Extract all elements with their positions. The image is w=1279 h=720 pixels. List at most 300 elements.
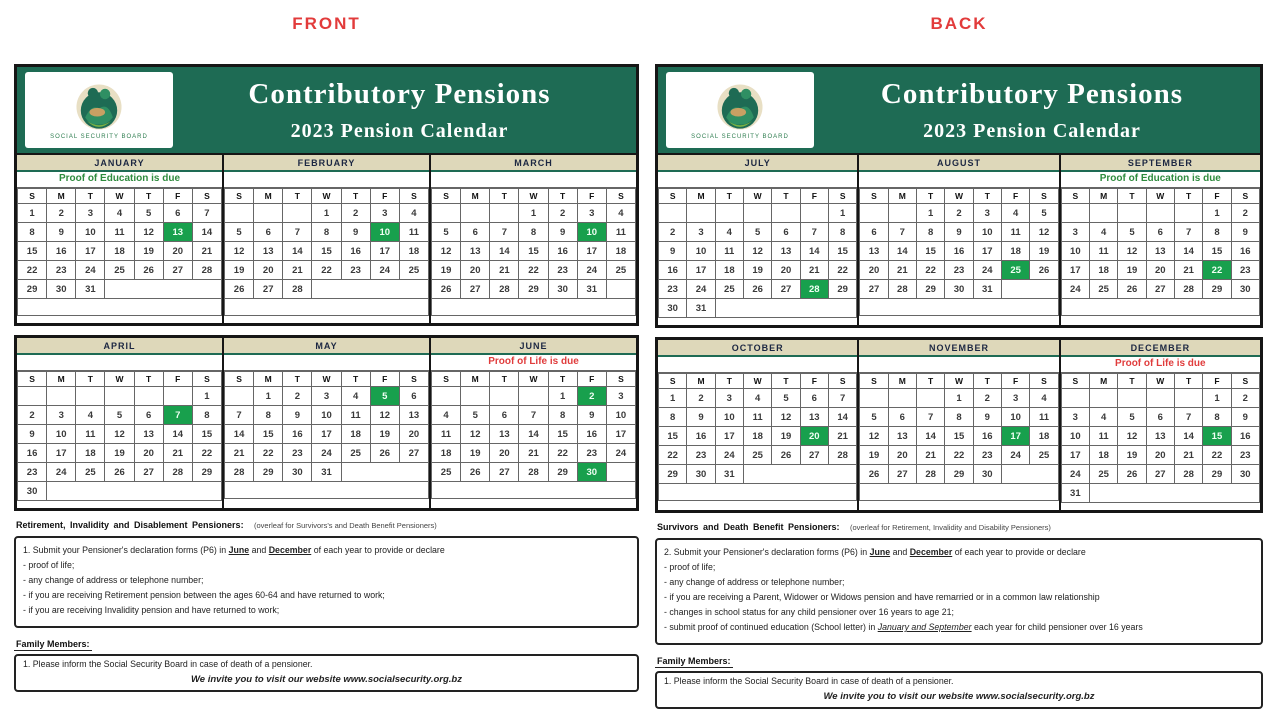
day-cell: 19 (1118, 446, 1146, 465)
day-cell: 3 (370, 204, 399, 223)
day-cell: 27 (163, 261, 192, 280)
day-cell: 22 (519, 261, 548, 280)
dow-header: M (888, 189, 916, 204)
empty-cell (800, 204, 828, 223)
day-cell: 4 (1030, 389, 1058, 408)
day-cell: 8 (192, 406, 221, 425)
day-cell: 18 (1089, 446, 1117, 465)
empty-cell (687, 204, 715, 223)
day-cell: 20 (1146, 261, 1174, 280)
calendar-title: Contributory Pensions (248, 77, 551, 110)
month-title: JUNE (431, 338, 636, 355)
day-cell: 9 (973, 408, 1001, 427)
day-cell: 29 (254, 463, 283, 482)
day-cell: 8 (548, 406, 577, 425)
dow-header: W (312, 372, 341, 387)
day-cell: 7 (1174, 408, 1202, 427)
day-cell: 11 (105, 223, 134, 242)
day-cell: 9 (945, 223, 973, 242)
day-cell: 28 (828, 446, 856, 465)
payment-day-cell: 7 (163, 406, 192, 425)
day-cell: 1 (828, 204, 856, 223)
day-cell: 5 (1118, 223, 1146, 242)
day-cell: 12 (1118, 242, 1146, 261)
day-cell: 24 (312, 444, 341, 463)
day-cell: 11 (715, 242, 743, 261)
day-cell: 28 (163, 463, 192, 482)
dow-header: W (519, 189, 548, 204)
day-cell: 12 (432, 242, 461, 261)
dow-header: S (606, 189, 635, 204)
day-cell: 13 (399, 406, 428, 425)
day-cell: 3 (1061, 223, 1089, 242)
day-cell: 20 (134, 444, 163, 463)
day-cell: 5 (225, 223, 254, 242)
empty-cell (163, 387, 192, 406)
day-cell: 11 (1089, 427, 1117, 446)
day-cell: 22 (945, 446, 973, 465)
day-cell: 24 (577, 261, 606, 280)
empty-cell (490, 387, 519, 406)
day-cell: 22 (254, 444, 283, 463)
day-cell: 25 (1089, 465, 1117, 484)
empty-cell (225, 299, 429, 316)
day-cell: 11 (341, 406, 370, 425)
day-cell: 7 (192, 204, 221, 223)
dow-header: M (461, 372, 490, 387)
day-cell: 13 (254, 242, 283, 261)
month-calendar (1061, 340, 1260, 510)
banner-titles (814, 78, 1250, 143)
empty-cell (341, 463, 428, 482)
month-title: OCTOBER (658, 340, 857, 357)
day-cell: 9 (548, 223, 577, 242)
day-cell: 9 (659, 242, 687, 261)
empty-cell (105, 387, 134, 406)
day-cell: 15 (828, 242, 856, 261)
dow-header: S (1061, 374, 1089, 389)
day-cell: 5 (134, 204, 163, 223)
day-cell: 3 (47, 406, 76, 425)
day-cell: 27 (399, 444, 428, 463)
day-cell: 29 (192, 463, 221, 482)
empty-cell (432, 482, 636, 499)
day-cell: 23 (18, 463, 47, 482)
day-cell: 21 (800, 261, 828, 280)
dow-header: S (1030, 189, 1058, 204)
day-cell: 22 (548, 444, 577, 463)
family-members-box (14, 654, 639, 692)
day-cell: 21 (888, 261, 916, 280)
day-cell: 14 (800, 242, 828, 261)
day-cell: 7 (828, 389, 856, 408)
day-cell: 26 (1030, 261, 1058, 280)
day-cell: 4 (341, 387, 370, 406)
month-grid (859, 188, 1058, 316)
day-cell: 19 (461, 444, 490, 463)
note-line: - if you are receiving a Parent, Widower or Widows pension and have remarried or in a common law relationship (664, 592, 1100, 602)
notes-heading-small: (overleaf for Survivors's and Death Benefit Pensioners) (254, 521, 437, 530)
day-cell: 4 (76, 406, 105, 425)
day-cell: 27 (800, 446, 828, 465)
day-cell: 10 (1061, 242, 1089, 261)
dow-header: T (490, 189, 519, 204)
dow-header: T (772, 189, 800, 204)
month-title: MAY (224, 338, 429, 355)
empty-cell (659, 484, 857, 501)
day-cell: 21 (1174, 261, 1202, 280)
day-cell: 6 (800, 389, 828, 408)
day-cell: 1 (312, 204, 341, 223)
day-cell: 16 (577, 425, 606, 444)
day-cell: 10 (606, 406, 635, 425)
dow-header: F (1203, 189, 1231, 204)
dow-header: S (659, 189, 687, 204)
month-title: NOVEMBER (859, 340, 1058, 357)
day-cell: 19 (105, 444, 134, 463)
day-cell: 26 (105, 463, 134, 482)
empty-cell (1001, 280, 1058, 299)
day-cell: 23 (341, 261, 370, 280)
day-cell: 24 (973, 261, 1001, 280)
day-cell: 21 (916, 446, 944, 465)
dow-header: M (254, 189, 283, 204)
day-cell: 20 (860, 261, 888, 280)
day-cell: 28 (1174, 465, 1202, 484)
day-cell: 14 (163, 425, 192, 444)
day-cell: 2 (687, 389, 715, 408)
day-cell: 5 (1118, 408, 1146, 427)
back-months-bottom-block (655, 337, 1263, 513)
dow-header: T (1118, 374, 1146, 389)
day-cell: 16 (945, 242, 973, 261)
day-cell: 12 (1030, 223, 1058, 242)
day-cell: 4 (606, 204, 635, 223)
month-title: AUGUST (859, 155, 1058, 172)
day-cell: 8 (18, 223, 47, 242)
day-cell: 20 (772, 261, 800, 280)
day-cell: 11 (1001, 223, 1029, 242)
month-calendar (17, 155, 224, 323)
day-cell: 21 (192, 242, 221, 261)
dow-header: T (283, 372, 312, 387)
day-cell: 30 (283, 463, 312, 482)
dow-header: S (192, 189, 221, 204)
day-cell: 8 (828, 223, 856, 242)
day-cell: 4 (1001, 204, 1029, 223)
day-cell: 31 (687, 299, 715, 318)
day-cell: 29 (945, 465, 973, 484)
day-cell: 11 (1030, 408, 1058, 427)
dow-header: S (860, 189, 888, 204)
day-cell: 18 (1001, 242, 1029, 261)
day-cell: 5 (743, 223, 771, 242)
empty-cell (225, 387, 254, 406)
dow-header: T (548, 372, 577, 387)
dow-header: S (659, 374, 687, 389)
day-cell: 7 (1174, 223, 1202, 242)
day-cell: 9 (687, 408, 715, 427)
day-cell: 29 (1203, 465, 1231, 484)
empty-cell (18, 387, 47, 406)
day-cell: 4 (105, 204, 134, 223)
day-cell: 21 (283, 261, 312, 280)
day-cell: 16 (1231, 427, 1259, 446)
day-cell: 26 (461, 463, 490, 482)
day-cell: 2 (548, 204, 577, 223)
empty-cell (715, 204, 743, 223)
day-cell: 15 (945, 427, 973, 446)
day-cell: 18 (715, 261, 743, 280)
day-cell: 1 (659, 389, 687, 408)
day-cell: 18 (606, 242, 635, 261)
month-calendar (658, 155, 859, 325)
notes-heading-bold: Survivors and Death Benefit Pensioners: (657, 522, 840, 532)
day-cell: 3 (715, 389, 743, 408)
day-cell: 15 (916, 242, 944, 261)
day-cell: 19 (743, 261, 771, 280)
empty-cell (1061, 299, 1259, 316)
dow-header: M (254, 372, 283, 387)
dow-header: M (47, 189, 76, 204)
month-calendar (17, 338, 224, 508)
day-cell: 20 (490, 444, 519, 463)
day-cell: 18 (743, 427, 771, 446)
dow-header: M (1089, 374, 1117, 389)
day-cell: 25 (399, 261, 428, 280)
day-cell: 17 (973, 242, 1001, 261)
note-line: - any change of address or telephone number; (23, 575, 204, 585)
day-cell: 23 (283, 444, 312, 463)
dow-header: S (1231, 374, 1259, 389)
dow-header: T (772, 374, 800, 389)
day-cell: 13 (1146, 427, 1174, 446)
empty-cell (1118, 389, 1146, 408)
day-cell: 29 (916, 280, 944, 299)
dow-header: F (163, 189, 192, 204)
day-cell: 20 (399, 425, 428, 444)
dow-header: S (860, 374, 888, 389)
day-cell: 27 (888, 465, 916, 484)
day-cell: 26 (772, 446, 800, 465)
dow-header: T (134, 372, 163, 387)
dow-header: W (105, 189, 134, 204)
day-cell: 16 (687, 427, 715, 446)
note-line: 2. Submit your Pensioner's declaration forms (P6) in June and December of each year to provide or declare (664, 547, 1086, 557)
day-cell: 28 (519, 463, 548, 482)
day-cell: 18 (432, 444, 461, 463)
day-cell: 18 (1089, 261, 1117, 280)
dow-header: T (76, 189, 105, 204)
day-cell: 26 (743, 280, 771, 299)
payment-day-cell: 22 (1203, 261, 1231, 280)
day-cell: 18 (399, 242, 428, 261)
day-cell: 12 (772, 408, 800, 427)
empty-cell (1061, 389, 1089, 408)
day-cell: 15 (192, 425, 221, 444)
month-title: SEPTEMBER (1061, 155, 1260, 172)
day-cell: 10 (715, 408, 743, 427)
note-line: - proof of life; (664, 562, 716, 572)
day-cell: 27 (772, 280, 800, 299)
day-cell: 16 (659, 261, 687, 280)
day-cell: 13 (772, 242, 800, 261)
month-calendar (431, 338, 636, 508)
day-cell: 18 (76, 444, 105, 463)
day-cell: 17 (312, 425, 341, 444)
month-notice (658, 172, 857, 188)
empty-cell (432, 204, 461, 223)
logo-caption: SOCIAL SECURITY BOARD (50, 133, 148, 140)
empty-cell (432, 299, 636, 316)
month-notice (224, 355, 429, 371)
month-title: MARCH (431, 155, 636, 172)
payment-day-cell: 30 (577, 463, 606, 482)
day-cell: 1 (945, 389, 973, 408)
dow-header: T (1174, 189, 1202, 204)
day-cell: 25 (432, 463, 461, 482)
dow-header: S (432, 189, 461, 204)
dow-header: F (370, 189, 399, 204)
day-cell: 11 (76, 425, 105, 444)
day-cell: 31 (577, 280, 606, 299)
social-security-board-logo (25, 72, 173, 148)
month-calendar (859, 340, 1060, 510)
empty-cell (743, 204, 771, 223)
payment-day-cell: 2 (577, 387, 606, 406)
dow-header: T (973, 189, 1001, 204)
empty-cell (916, 389, 944, 408)
website-line: We invite you to visit our website www.socialsecurity.org.bz (191, 674, 462, 685)
dow-header: T (715, 189, 743, 204)
day-cell: 27 (134, 463, 163, 482)
empty-cell (134, 387, 163, 406)
empty-cell (772, 204, 800, 223)
month-calendar (224, 338, 431, 508)
day-cell: 11 (1089, 242, 1117, 261)
empty-cell (490, 204, 519, 223)
day-cell: 20 (254, 261, 283, 280)
day-cell: 24 (715, 446, 743, 465)
empty-cell (254, 204, 283, 223)
day-cell: 17 (687, 261, 715, 280)
notes-heading (14, 513, 639, 534)
day-cell: 7 (519, 406, 548, 425)
month-grid (658, 188, 857, 318)
day-cell: 24 (76, 261, 105, 280)
day-cell: 4 (399, 204, 428, 223)
day-cell: 22 (659, 446, 687, 465)
day-cell: 31 (715, 465, 743, 484)
day-cell: 24 (1001, 446, 1029, 465)
payment-day-cell: 25 (1001, 261, 1029, 280)
day-cell: 22 (312, 261, 341, 280)
note-line: - submit proof of continued education (School letter) in January and September each year for child pensioner over 16 years (664, 622, 1143, 632)
day-cell: 21 (519, 444, 548, 463)
empty-cell (1174, 389, 1202, 408)
day-cell: 19 (370, 425, 399, 444)
day-cell: 26 (1118, 465, 1146, 484)
day-cell: 28 (888, 280, 916, 299)
dow-header: T (490, 372, 519, 387)
day-cell: 15 (519, 242, 548, 261)
dow-header: T (1118, 189, 1146, 204)
day-cell: 25 (1030, 446, 1058, 465)
day-cell: 10 (973, 223, 1001, 242)
month-grid (17, 371, 222, 501)
empty-cell (888, 389, 916, 408)
day-cell: 22 (18, 261, 47, 280)
empty-cell (18, 299, 222, 316)
month-notice (17, 355, 222, 371)
day-cell: 31 (973, 280, 1001, 299)
day-cell: 22 (828, 261, 856, 280)
note-line: - changes in school status for any child pensioner over 16 years to age 21; (664, 607, 954, 617)
notes-heading-bold: Retirement, Invalidity and Disablement Pensioners: (16, 520, 244, 530)
front-months-bottom-block (14, 335, 639, 511)
day-cell: 17 (577, 242, 606, 261)
day-cell: 19 (1030, 242, 1058, 261)
empty-cell (1089, 204, 1117, 223)
day-cell: 16 (973, 427, 1001, 446)
dow-header: T (1174, 374, 1202, 389)
dow-header: S (432, 372, 461, 387)
day-cell: 10 (76, 223, 105, 242)
dow-header: S (18, 372, 47, 387)
month-notice: Proof of Life is due (1061, 357, 1260, 373)
day-cell: 13 (888, 427, 916, 446)
day-cell: 26 (370, 444, 399, 463)
day-cell: 25 (76, 463, 105, 482)
dow-header: F (577, 189, 606, 204)
day-cell: 9 (1231, 223, 1259, 242)
day-cell: 23 (548, 261, 577, 280)
payment-day-cell: 10 (577, 223, 606, 242)
dow-header: T (283, 189, 312, 204)
empty-cell (519, 387, 548, 406)
day-cell: 6 (1146, 408, 1174, 427)
day-cell: 14 (1174, 242, 1202, 261)
empty-cell (715, 299, 857, 318)
day-cell: 30 (687, 465, 715, 484)
dow-header: F (800, 374, 828, 389)
day-cell: 1 (254, 387, 283, 406)
day-cell: 3 (577, 204, 606, 223)
day-cell: 9 (47, 223, 76, 242)
empty-cell (47, 482, 222, 501)
dow-header: T (341, 372, 370, 387)
month-title: FEBRUARY (224, 155, 429, 172)
dow-header: W (1146, 189, 1174, 204)
day-cell: 6 (399, 387, 428, 406)
dow-header: S (18, 189, 47, 204)
empty-cell (105, 280, 222, 299)
empty-cell (1061, 204, 1089, 223)
day-cell: 5 (461, 406, 490, 425)
day-cell: 10 (312, 406, 341, 425)
day-cell: 11 (432, 425, 461, 444)
front-calendar-sheet (14, 64, 639, 326)
empty-cell (606, 463, 635, 482)
day-cell: 4 (1089, 223, 1117, 242)
dow-header: W (312, 189, 341, 204)
front-panel (14, 0, 639, 709)
day-cell: 7 (490, 223, 519, 242)
payment-day-cell: 17 (1001, 427, 1029, 446)
day-cell: 1 (1203, 204, 1231, 223)
day-cell: 29 (18, 280, 47, 299)
day-cell: 6 (134, 406, 163, 425)
